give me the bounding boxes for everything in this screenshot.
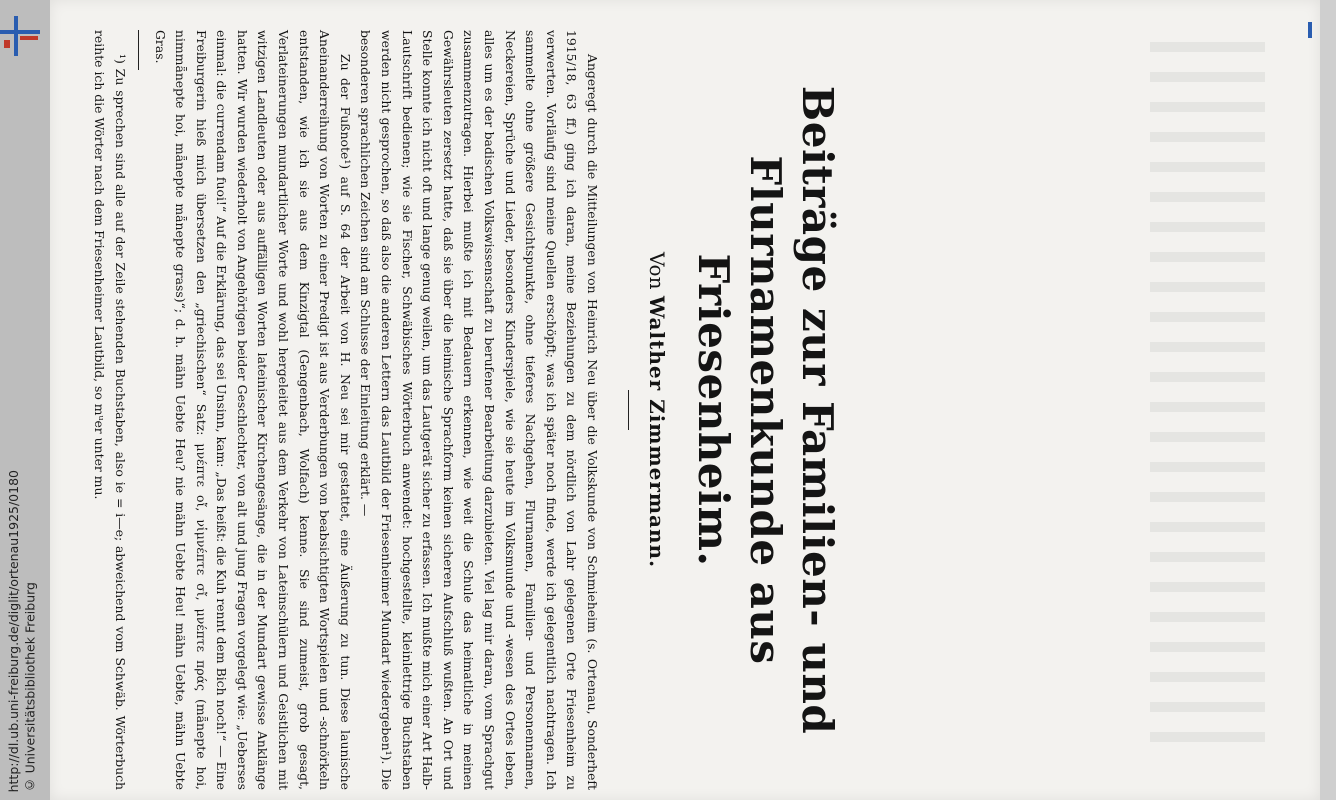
- article-author: [645, 30, 669, 790]
- author-prefix: Von: [645, 251, 669, 290]
- paragraph: Angeregt durch die Mitteilungen von Heinrich Neu über die Volkskunde von Schmieheim (s. Ortenau, Sonderheft 1915/18, 63 ff.) ging ich daran, meine Beziehungen zu dem nördlich von Lahr gelegenen Orte Friesenheim zu verwerten. Vorläufig sind meine Quellen erschöpft; was ich später noch finde, werde ich gelegentlich nachtragen. Ich sammelte ohne größere Gesichtspunkte, ohne tieferes Nachgehen, Flurnamen, Familien- und Personennamen, Neckereien, Sprüche und Lieder, besonders Kinderspiele, wie sie heute im Volksmunde und -wesen des Ortes leben, alles um es der badischen Volkswissenschaft zu berufener Bearbeitung darzubieten. Viel lag mir daran, vom Sprachgut zusammenzutragen. Hierbei mußte ich mit Bedauern erkennen, wie weit die Schule das heimatliche in meinen Gewährsleuten zersetzt hatte, daß sie über die heimische Sprachform keinen sicheren Aufschluß wußten. An Ort und Stelle konnte ich nicht oft und lange genug weilen, um das Lautgerät sicher zu erfassen. Ich mußte mich einer Art Halb-Lautschrift bedienen; wie sie Fischer, Schwäbisches Wörterbuch anwendet: hochgestellte, kleinlettrige Buchstaben werden nicht gesprochen, so daß also die anderen Lettern das Lautbild der Friesenheimer Mundart wiedergeben¹). Die besonderen sprachlichen Zeichen sind am Schlusse der Einleitung erklärt. —: [358, 30, 600, 790]
- page-edge-marker-icon: [1308, 22, 1312, 38]
- left-sidebar: [0, 0, 50, 800]
- article-title: Beiträge zur Familien- und Flurnamenkunde aus Friesenheim.: [689, 85, 842, 735]
- article: [92, 30, 895, 790]
- library-logo-icon[interactable]: [0, 16, 40, 56]
- author-name: Walther Zimmermann.: [645, 295, 669, 569]
- copyright-notice: © Universitätsbibliothek Freiburg: [22, 581, 38, 792]
- footnote: ¹) Zu sprechen sind alle auf der Zeile stehenden Buchstaben, also ie = i—e; abweichend vom Schwäb. Wörterbuch reihte ich die Wörter nach dem Friesenheimer Lautbild, so mᵘer unter mu.: [92, 30, 128, 790]
- bleed-through-texture: [1150, 30, 1270, 790]
- article-body: [149, 30, 602, 790]
- rotated-text-area: [92, 30, 895, 790]
- footnote-divider: [138, 30, 139, 70]
- paragraph: Zu der Fußnote¹) auf S. 64 der Arbeit von H. Neu sei mir gestattet, eine Äußerung zu tun. Diese launische Aneinanderreihung von Worten zu einer Predigt ist aus Verderbungen von beabsichtigten Wortspielen und -schnörkeln entstanden, wie ich sie aus dem Kinzigtal (Gengenbach, Wolfach) kenne. Sie sind zumeist, grob gesagt, Verlateinerungen mundartlicher Worte und wohl hergeleitet aus dem Verkehr von Lateinschülern und Geistlichen mit witzigen Landleuten oder aus auffälligen Worten lateinischer Kirchengesänge, die in der Mundart gewisse Anklänge hatten. Wir wurden wiederholt von Angehörigen beider Geschlechter, von alt und jung Fragen vorgelegt wie: „Ueberses einmal: die currendam fuoi!“ Auf die Erklärung, das sei Unsinn, kam: „Das heißt: die Kuh rennt dem Bich noch!“ — Eine Freiburgerin hieß mich übersetzen den „griechischen“ Satz: μνέπτε οἴ, νἱμνέπτε σἴ, μνέπτε πράς (mǟnepte hoi, nimmǟnepte hoi, mǟnepte mǟnepte grass)“; d. h. mähn Uebte Heu? nie mähn Uebte Heu! mähn Uebte, mähn Uebte Gras.: [152, 30, 353, 790]
- title-divider: [628, 390, 629, 430]
- source-credit: [6, 470, 39, 792]
- source-url-link[interactable]: http://dl.ub.uni-freiburg.de/diglit/ortenau1925/0180: [6, 469, 21, 792]
